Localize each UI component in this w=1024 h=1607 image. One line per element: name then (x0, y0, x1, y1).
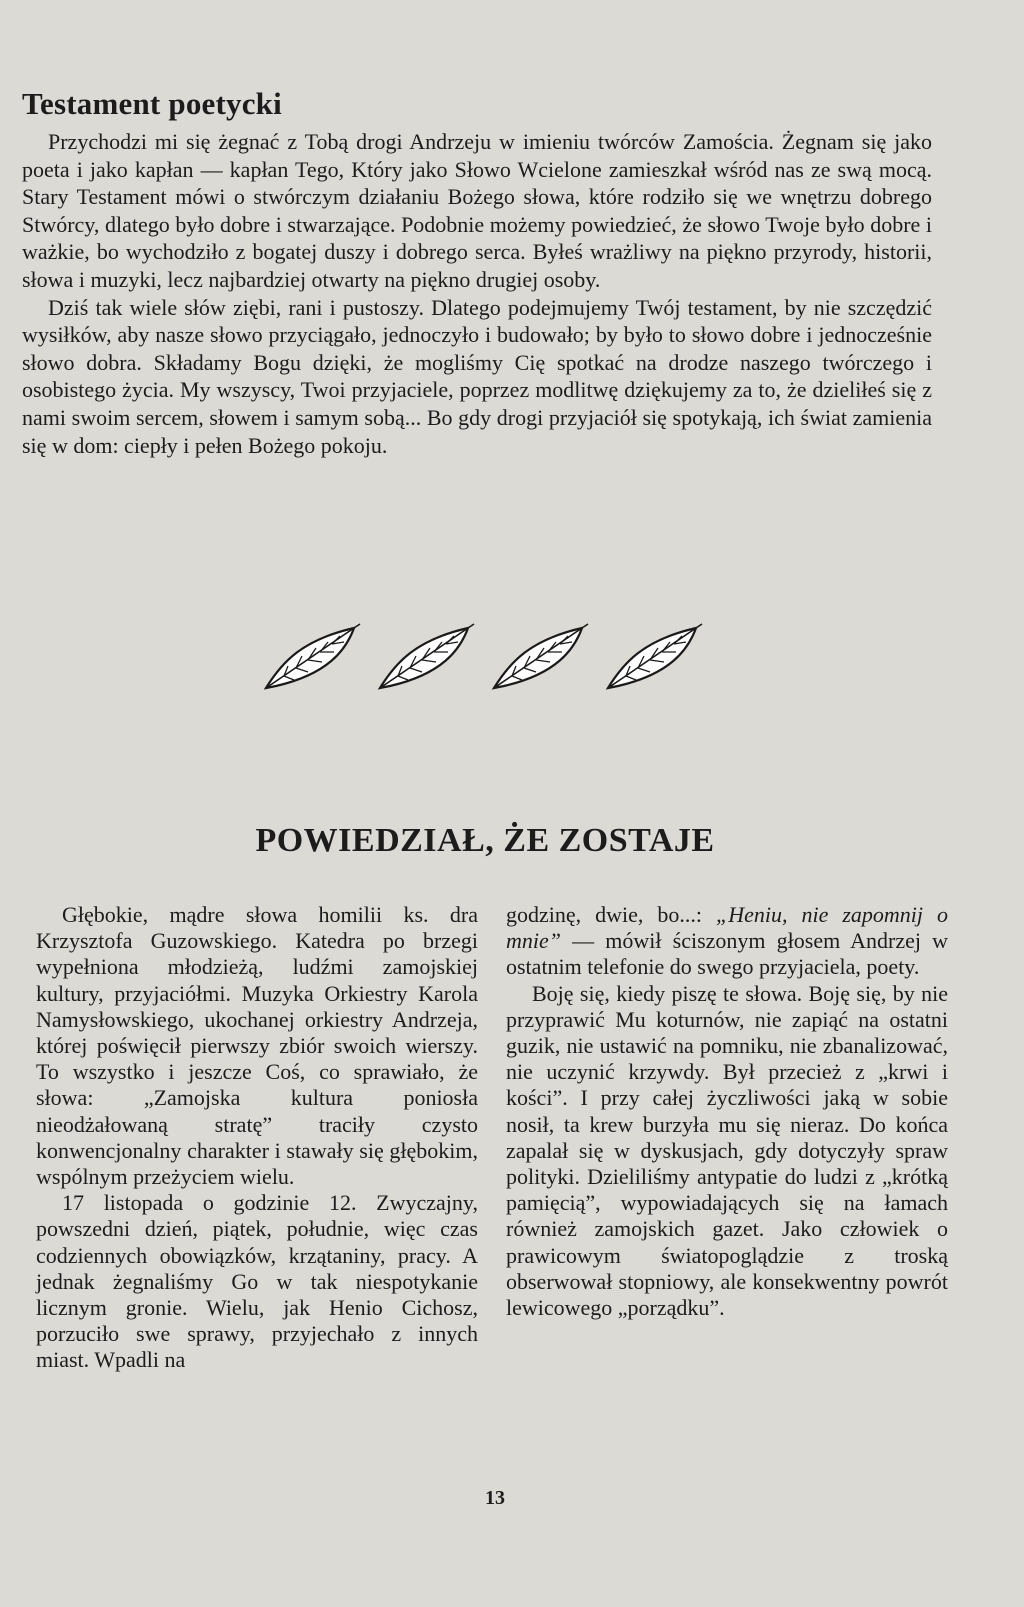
paragraph-continued (506, 902, 948, 981)
paragraph: Boję się, kiedy piszę te słowa. Boję się, by nie przyprawić Mu koturnów, nie zapiąć na ostatni guzik, nie ustawić na pomniku, nie zbanalizować, nie uczynić krzywdy. Był przecież z „krwi i kości”. I przy całej życzliwości jaką w sobie nosił, ta krew burzyła mu się nieraz. Do końca zapalał się w dyskusjach, gdy dotyczyły spraw polityki. Dzieliliśmy antypatie do ludzi z „krótką pamięcią”, wypowiadających się na łamach również zamojskich gazet. Jako człowiek o prawicowym światopoglądzie z troską obserwował stopniowy, ale konsekwentny powrót lewicowego „porządku”. (506, 980, 948, 1321)
paragraph: Przychodzi mi się żegnać z Tobą drogi Andrzeju w imieniu twórców Zamościa. Żegnam się jako poeta i jako kapłan — kapłan Tego, Który jako Słowo Wcielone zamieszkał wśród nas ze swą mocą. Stary Testament mówi o stwórczym działaniu Bożego słowa, które rodziło się we wnętrzu dobrego Stwórcy, dlatego było dobre i stwarzające. Podobnie możemy powiedzieć, że słowo Twoje było dobre i ważkie, bo wychodziło z bogatej duszy i dobrego serca. Byłeś wrażliwy na piękno przyrody, historii, słowa i muzyki, lecz najbardziej otwarty na piękno drugiej osoby. (22, 129, 932, 292)
section-title-powiedzial: POWIEDZIAŁ, ŻE ZOSTAJE (255, 822, 715, 859)
leaf-ornament-icon (604, 622, 704, 694)
italic-quote: „Heniu, nie zapomnij o mnie” (506, 902, 948, 954)
leaf-ornament-icon (376, 622, 476, 694)
right-column (506, 902, 948, 1321)
page-number: 13 (485, 1487, 505, 1509)
text-run: godzinę, dwie, bo...: (506, 902, 716, 927)
paragraph: 17 listopada o godzinie 12. Zwyczajny, powszedni dzień, piątek, południe, więc czas codziennych obowiązków, krzątaniny, pracy. A jednak żegnaliśmy Go w tak niespotykanie licznym gronie. Wielu, jak Henio Cichosz, porzuciło swe sprawy, przyjechało z innych miast. Wpadli na (36, 1190, 478, 1373)
paragraph: Dziś tak wiele słów ziębi, rani i pustoszy. Dlatego podejmujemy Twój testament, by nie szczędzić wysiłków, aby nasze słowo przyciągało, jednoczyło i budowało; by było to słowo dobre i jednocześnie słowo dobra. Składamy Bogu dzięki, że mogliśmy Cię spotkać na drodze naszego twórczego i osobistego życia. My wszyscy, Twoi przyjaciele, poprzez modlitwę dziękujemy za to, że dzieliłeś się z nami swoim sercem, słowem i samym sobą... Bo gdy drogi przyjaciół się spotykają, ich świat zamienia się w dom: ciepły i pełen Bożego pokoju. (22, 294, 932, 458)
leaf-ornament-icon (262, 622, 362, 694)
section-body-testament (22, 128, 932, 459)
leaf-ornament-icon (490, 622, 590, 694)
left-column (36, 902, 478, 1374)
paragraph: Głębokie, mądre słowa homilii ks. dra Krzysztofa Guzowskiego. Katedra po brzegi wypełniona młodzieżą, ludźmi zamojskiej kultury, przyjaciółmi. Muzyka Orkiestry Karola Namysłowskiego, ukochanej orkiestry Andrzeja, której poświęcił pierwszy zbiór swoich wierszy. To wszystko i jeszcze Coś, co sprawiało, że słowa: „Zamojska kultura poniosła nieodżałowaną stratę” traciły czysto konwencjonalny charakter i stawały się głębokim, wspólnym przeżyciem wielu. (36, 902, 478, 1190)
text-run: — mówił ściszonym głosem Andrzej w ostatnim telefonie do swego przyjaciela, poety. (506, 928, 948, 980)
section-title-testament: Testament poetycki (22, 86, 282, 121)
leaf-ornament (262, 622, 712, 694)
